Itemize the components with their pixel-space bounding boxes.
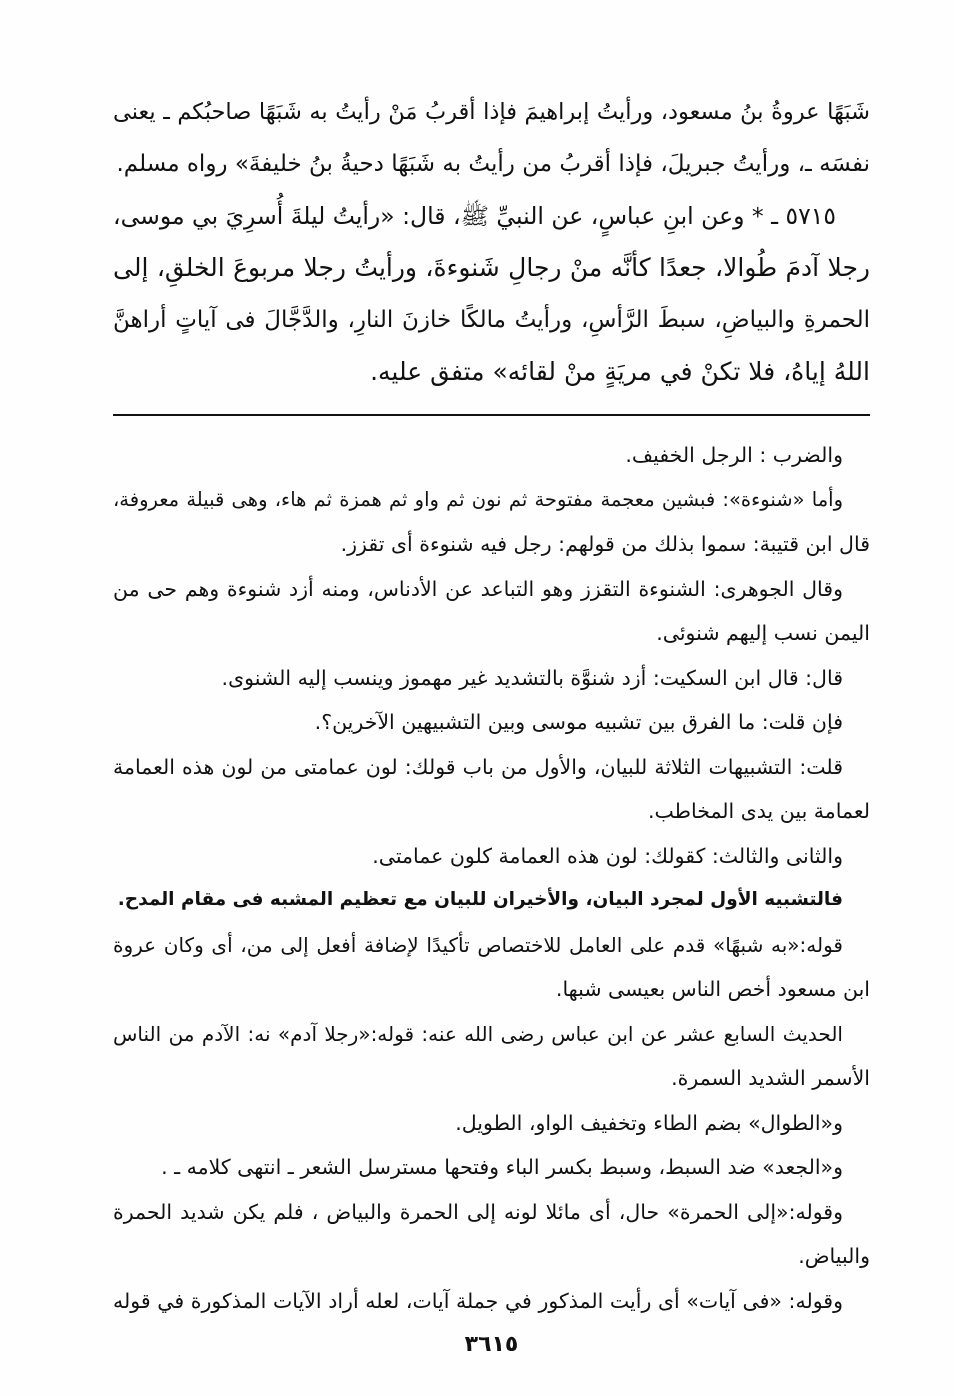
main-text-line: ٥٧١٥ ـ * وعن ابنِ عباسٍ، عن النبيِّ ﷺ، قال: «رأيتُ ليلةَ أُسرِيَ بي موسى،	[113, 202, 836, 230]
commentary-paragraph	[113, 567, 870, 656]
commentary	[113, 433, 870, 1323]
main-text	[113, 86, 870, 398]
commentary-paragraph	[113, 1101, 870, 1146]
commentary-paragraph	[113, 1190, 870, 1279]
commentary-line: وأما «شنوءة»: فبشين معجمة مفتوحة ثم نون ثم واو ثم همزة ثم هاء، وهى قبيلة معروفة،	[113, 487, 843, 511]
page-number: ٣٦١٥	[464, 1332, 519, 1357]
main-text-paragraph	[113, 86, 870, 190]
footnote-divider	[113, 414, 870, 416]
commentary-paragraph	[113, 923, 870, 1012]
commentary-line: قلت: التشبيهات الثلاثة للبيان، والأول من باب قولك: لون عمامتى من لون هذه العمامة	[113, 754, 843, 779]
commentary-line: والثانى والثالث: كقولك: لون هذه العمامة كلون عمامتى.	[372, 843, 843, 868]
commentary-paragraph	[113, 1279, 870, 1324]
main-text-paragraph	[113, 190, 870, 398]
commentary-line: الحديث السابع عشر عن ابن عباس رضى الله عنه: قوله:«رجلا آدم» نه: الآدم من الناس	[113, 1021, 843, 1046]
commentary-paragraph	[113, 700, 870, 745]
commentary-line: وقوله:«إلى الحمرة» حال، أى مائلا لونه إلى الحمرة والبياض ، فلم يكن شديد الحمرة	[113, 1199, 843, 1224]
commentary-line: قوله:«به شبهًا» قدم على العامل للاختصاص تأكيدًا لإضافة أفعل إلى من، أى وكان عروة	[113, 932, 843, 957]
commentary-line: والضرب : الرجل الخفيف.	[625, 443, 843, 467]
commentary-line-bold: فالتشبيه الأول لمجرد البيان، والأخيران للبيان مع تعظيم المشبه فى مقام المدح.	[117, 889, 843, 910]
commentary-line: قال ابن قتيبة: سموا بذلك من قولهم: رجل فيه شنوءة أى تقزز.	[340, 532, 870, 556]
commentary-paragraph	[113, 433, 870, 478]
commentary-line: وقوله: «فى آيات» أى رأيت المذكور في جملة آيات، لعله أراد الآيات المذكورة في قوله	[113, 1288, 843, 1313]
commentary-paragraph	[113, 878, 870, 923]
commentary-line: ابن مسعود أخص الناس بعيسى شبها.	[555, 977, 870, 1001]
commentary-line: لعمامة بين يدى المخاطب.	[648, 799, 870, 823]
main-text-line: نفسَه ـ، ورأيتُ جبريلَ، فإذا أقربُ من رأيتُ به شَبَهًا دحيةُ بنُ خليفةَ» رواه مسلم.	[116, 151, 870, 177]
main-text-line: رجلا آدمَ طُوالا، جعدًا كأنَّه منْ رجالِ شَنوءةَ، ورأيتُ رجلا مربوعَ الخلقِ، إلى	[113, 253, 870, 282]
commentary-line: قال: قال ابن السكيت: أزد شنوَّة بالتشديد غير مهموز وينسب إليه الشنوى.	[221, 665, 843, 690]
commentary-paragraph	[113, 1012, 870, 1101]
commentary-paragraph	[113, 478, 870, 567]
commentary-line: الأسمر الشديد السمرة.	[671, 1066, 870, 1090]
commentary-paragraph	[113, 834, 870, 879]
commentary-paragraph	[113, 1145, 870, 1190]
commentary-line: والبياض.	[798, 1244, 870, 1268]
main-text-line: الحمرةِ والبياضِ، سبطَ الرَّأسِ، ورأيتُ مالكًا خازنَ النارِ، والدَّجَّالَ فى آياتٍ أراهنَّ	[113, 307, 870, 333]
commentary-line: و«الطوال» بضم الطاء وتخفيف الواو، الطويل.	[455, 1110, 843, 1135]
commentary-line: و«الجعد» ضد السبط، وسبط بكسر الباء وفتحها مسترسل الشعر ـ انتهى كلامه ـ .	[161, 1155, 843, 1179]
commentary-line: اليمن نسب إليهم شنوئى.	[656, 621, 870, 645]
main-text-line: شَبَهًا عروةُ بنُ مسعود، ورأيتُ إبراهيمَ فإذا أقربُ مَنْ رأيتُ به شَبَهًا صاحبُكم ـ يعنى	[113, 99, 870, 125]
commentary-paragraph	[113, 745, 870, 834]
commentary-line: وقال الجوهرى: الشنوءة التقزز وهو التباعد عن الأدناس، ومنه أزد شنوءة وهم حى من	[113, 576, 843, 601]
main-text-line: اللهُ إياهُ، فلا تكنْ في مريَةٍ منْ لقائه» متفق عليه.	[370, 357, 870, 386]
commentary-line: فإن قلت: ما الفرق بين تشبيه موسى وبين التشبيهين الآخرين؟.	[314, 710, 843, 734]
commentary-paragraph	[113, 656, 870, 701]
